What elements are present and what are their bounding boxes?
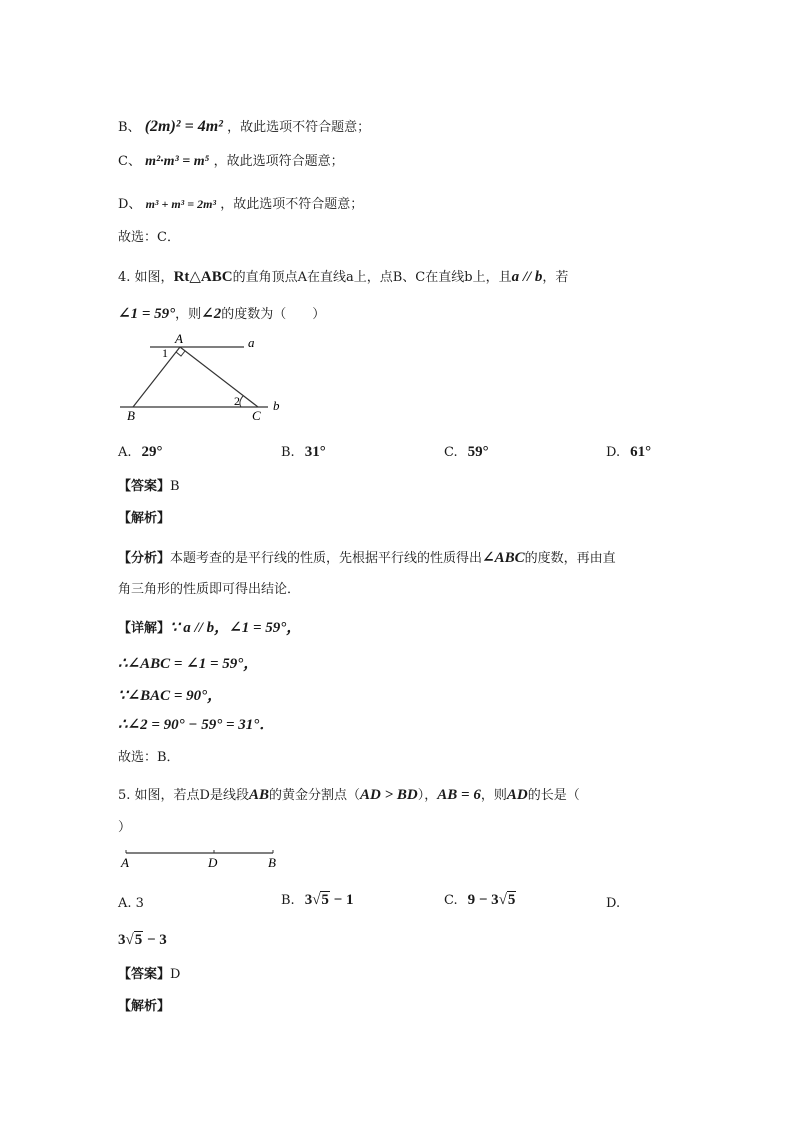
- label-a: a: [248, 335, 255, 350]
- coef: 3: [118, 932, 126, 948]
- q4-detail-line-3: [118, 686, 222, 707]
- formula: ∵ a // b，∠1 = 59°，: [170, 620, 302, 636]
- option-value: 3√5 − 1: [304, 892, 354, 908]
- option-letter: D.: [606, 445, 621, 460]
- formula: AB: [248, 787, 269, 803]
- radicand: 5: [507, 892, 516, 908]
- formula: ∠2: [201, 306, 222, 322]
- line-suffix: ，故此选项不符合题意；: [227, 120, 371, 135]
- option-value: 3√5 − 3: [118, 932, 167, 948]
- answer-tag: 【答案】: [118, 479, 171, 494]
- answer-tag: 【答案】: [118, 967, 171, 982]
- q5-answer: [118, 965, 180, 985]
- rest: − 3: [143, 932, 167, 948]
- q5-stem-line-2: ）: [118, 820, 132, 835]
- formula: ∠ABC: [482, 550, 525, 566]
- q4-option-c[interactable]: [444, 442, 489, 463]
- line-suffix: ，故此选项符合题意；: [213, 154, 344, 169]
- option-value: 3: [135, 896, 144, 911]
- label-C: C: [252, 408, 261, 423]
- label-B: B: [268, 855, 276, 870]
- formula: ∴∠2 = 90° − 59° = 31°．: [118, 717, 275, 733]
- line-prefix: C、: [118, 154, 141, 169]
- q4-text: ，若: [542, 270, 569, 285]
- radicand: 5: [321, 892, 329, 908]
- q4-fenxi-line-1: [118, 548, 616, 569]
- q5-text: 的黄金分割点（: [269, 788, 361, 803]
- select-answer-line: 故选：C．: [118, 230, 180, 245]
- formula: (2m)² = 4m²: [144, 118, 223, 135]
- solution-line-d: [118, 194, 363, 215]
- right-angle-mark: [176, 351, 185, 356]
- detail-tag: 【详解】: [118, 621, 171, 636]
- formula: m²·m³ = m⁵: [145, 154, 210, 169]
- rest: − 1: [329, 892, 354, 908]
- q4-detail-line-4: [118, 715, 274, 736]
- side-ab: [133, 347, 180, 407]
- q4-detail-line-2: [118, 654, 258, 675]
- q4-text: 的直角顶点A在直线a上，点B、C在直线b上，且: [232, 270, 512, 285]
- option-value: 29°: [141, 444, 163, 460]
- radicand: 5: [134, 932, 143, 948]
- q4-stem-line-1: [118, 267, 568, 288]
- line-prefix: B、: [118, 120, 141, 135]
- option-letter: A.: [118, 445, 132, 460]
- formula: a // b: [511, 269, 543, 285]
- q5-text: 如图，若点D是线段: [134, 788, 249, 803]
- formula: Rt△ABC: [173, 269, 233, 285]
- q5-option-c[interactable]: [444, 890, 516, 911]
- option-value: 61°: [630, 444, 652, 460]
- label-A: A: [175, 332, 183, 346]
- analysis-tag: 【解析】: [118, 999, 171, 1014]
- formula: m³ + m³ = 2m³: [145, 197, 217, 211]
- formula: AB = 6: [437, 787, 481, 803]
- q5-stem-line-1: [118, 785, 580, 806]
- q5-text: ），: [417, 788, 438, 803]
- fenxi-tag: 【分析】: [118, 551, 171, 566]
- q4-detail-line-1: [118, 618, 301, 639]
- fenxi-text: 本题考查的是平行线的性质，先根据平行线的性质得出: [170, 551, 483, 566]
- formula: AD > BD: [360, 787, 418, 803]
- label-D: D: [208, 855, 218, 870]
- question-number: 5.: [118, 788, 131, 803]
- angle-2-arc: [240, 396, 243, 407]
- option-value: 9 − 3√5: [467, 892, 516, 908]
- label-angle-1: 1: [162, 346, 168, 360]
- formula: AD: [506, 787, 528, 803]
- option-letter: A.: [118, 896, 132, 911]
- label-B: B: [127, 408, 135, 423]
- option-letter: C.: [444, 445, 458, 460]
- q4-answer: [118, 477, 180, 497]
- answer-value: D: [170, 967, 181, 982]
- formula: ∠1 = 59°: [118, 306, 176, 322]
- option-letter: D.: [606, 896, 621, 911]
- label-b: b: [273, 398, 280, 413]
- option-letter: B.: [281, 445, 295, 460]
- answer-value: B: [170, 479, 180, 494]
- analysis-tag: 【解析】: [118, 511, 171, 526]
- q4-fenxi-line-2: 角三角形的性质即可得出结论．: [118, 582, 301, 597]
- option-value: 31°: [304, 444, 326, 460]
- q5-analysis-tag: [118, 997, 170, 1017]
- q5-text: 的长是（: [527, 788, 580, 803]
- label-angle-2: 2: [234, 394, 240, 408]
- option-letter: B.: [281, 893, 295, 908]
- option-letter: C.: [444, 893, 458, 908]
- q5-option-d-value: [118, 930, 167, 951]
- q4-stem-line-2: [118, 304, 325, 325]
- solution-line-b: [118, 117, 370, 138]
- q4-text: 如图，: [134, 270, 174, 285]
- label-A: A: [121, 855, 129, 870]
- question-number: 4.: [118, 270, 131, 285]
- option-value: 59°: [467, 444, 489, 460]
- q5-option-b[interactable]: [281, 890, 353, 911]
- formula: ∵∠BAC = 90°，: [118, 688, 223, 704]
- q4-option-b[interactable]: [281, 442, 326, 463]
- q4-text: ，则: [175, 307, 202, 322]
- q5-figure: [118, 846, 288, 870]
- q5-option-d[interactable]: [606, 894, 620, 914]
- q4-figure: [118, 332, 288, 424]
- q4-analysis-tag: [118, 509, 170, 529]
- formula: ∴∠ABC = ∠1 = 59°，: [118, 656, 259, 672]
- q4-option-d[interactable]: [606, 442, 651, 463]
- q4-option-a[interactable]: [118, 442, 163, 463]
- q4-select: 故选：B．: [118, 750, 180, 765]
- solution-line-c: [118, 152, 344, 172]
- fenxi-text: 的度数，再由直: [524, 551, 616, 566]
- q4-text: 的度数为（ ）: [221, 307, 326, 322]
- q5-option-a[interactable]: [118, 894, 144, 914]
- side-ac: [180, 347, 258, 407]
- coef: 3: [304, 892, 313, 908]
- line-suffix: ，故此选项不符合题意；: [220, 197, 364, 212]
- q5-text: ，则: [480, 788, 507, 803]
- coef: 9 − 3: [467, 892, 499, 908]
- line-prefix: D、: [118, 197, 142, 212]
